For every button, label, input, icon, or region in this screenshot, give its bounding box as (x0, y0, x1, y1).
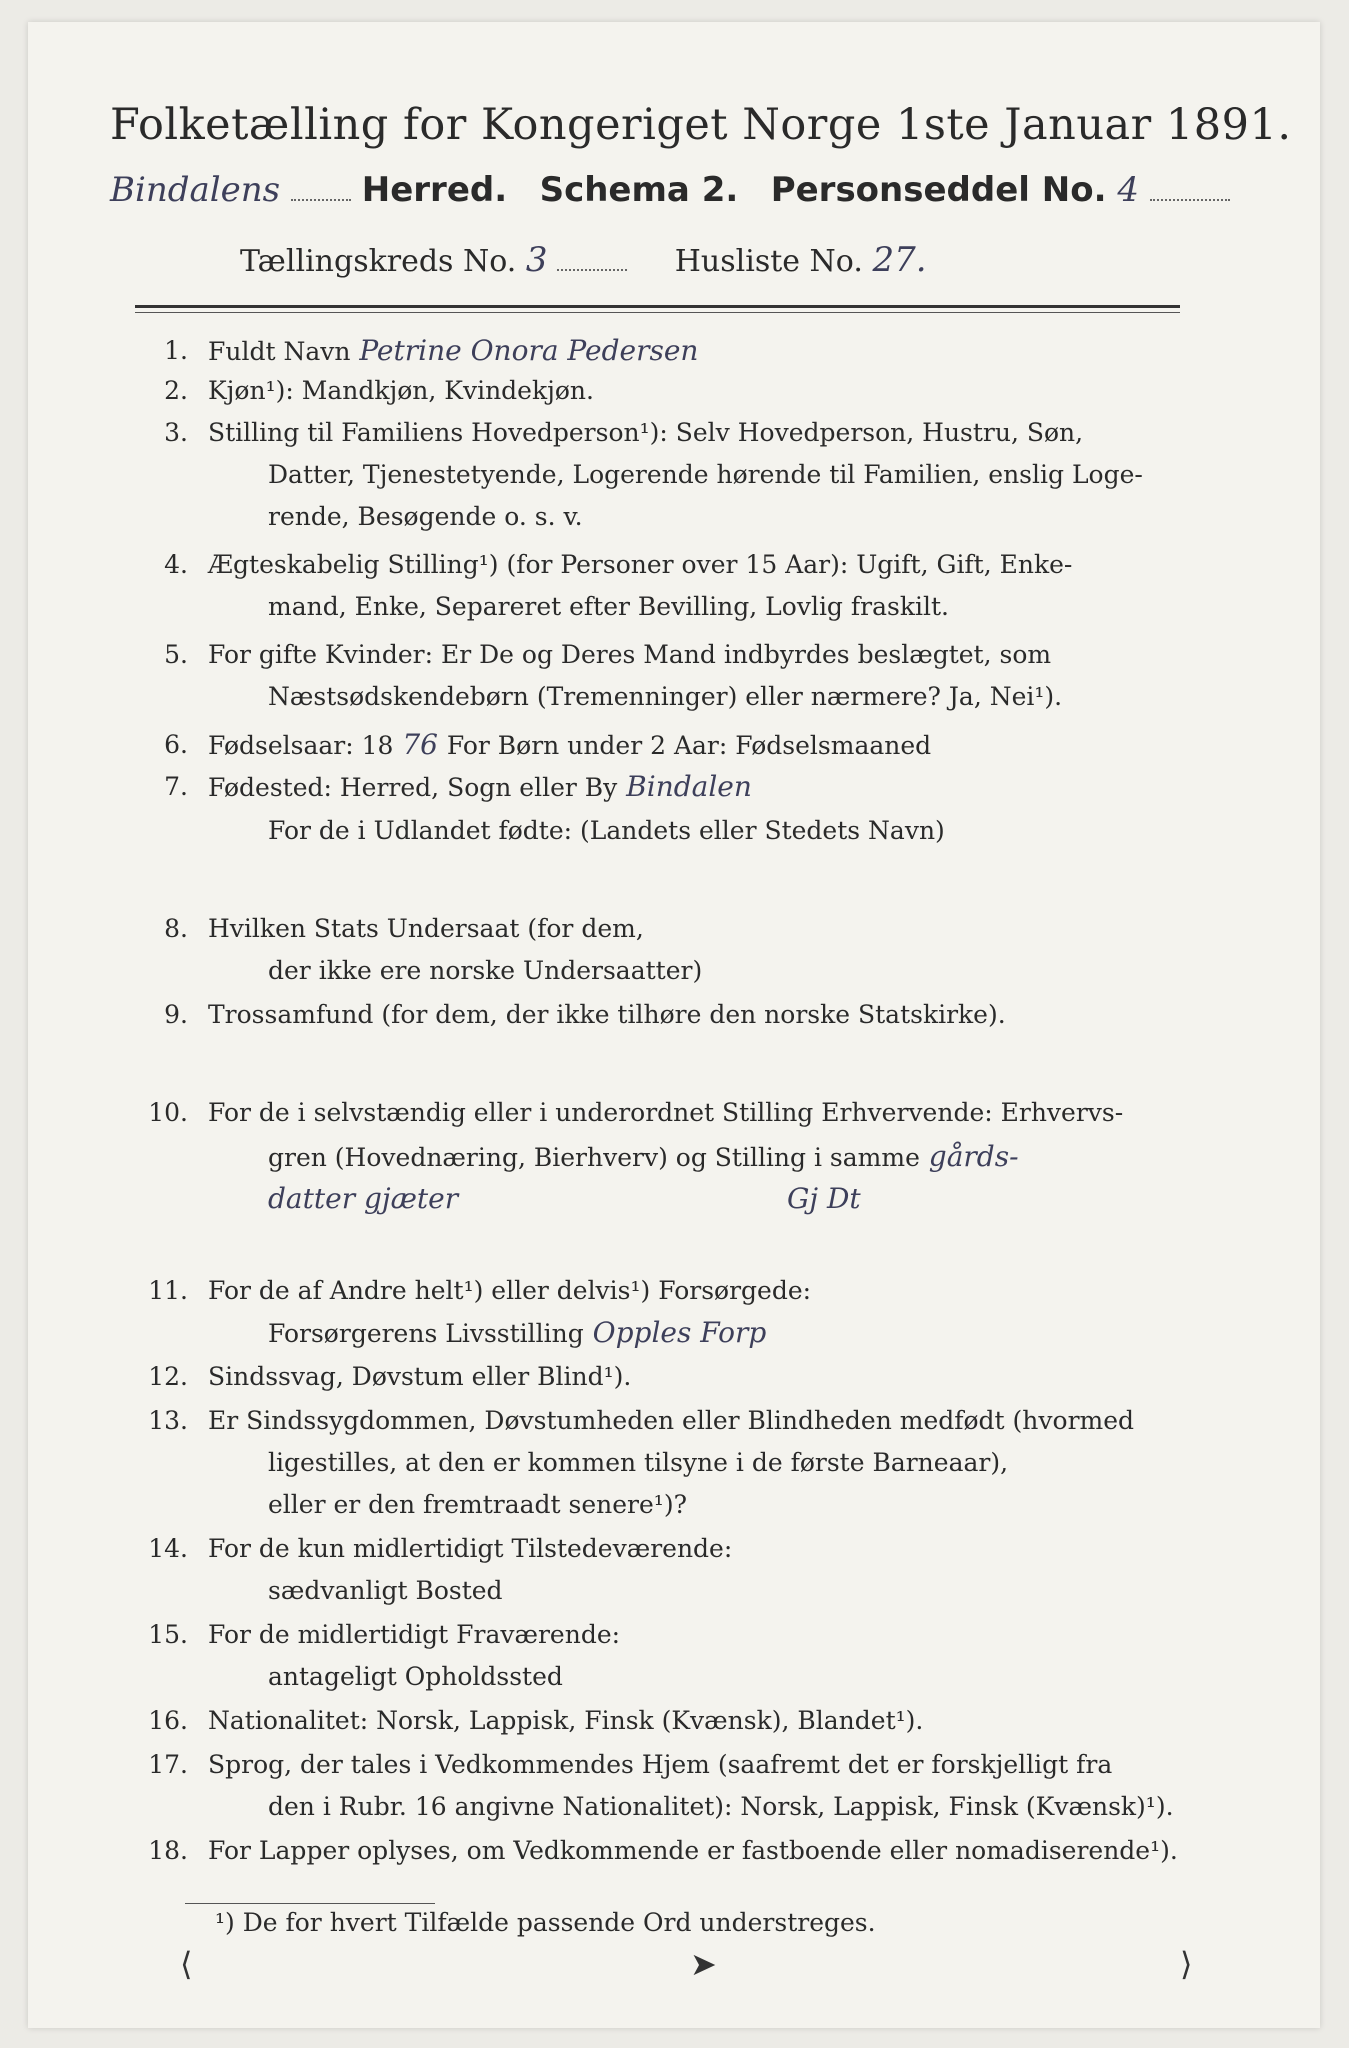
handwritten-entry: 76 (393, 728, 447, 761)
row-number: 2. (164, 376, 188, 405)
handwritten-entry: Opples Forp (583, 1316, 767, 1349)
handwritten-entry: Gj Dt (787, 1182, 861, 1215)
tick-mark-icon: ⟨ (180, 1945, 193, 1983)
row-text: Kjøn¹): Mandkjøn, Kvindekjøn. (208, 376, 594, 405)
row-text: For Lapper oplyses, om Vedkommende er fastboende eller nomadiserende¹). (208, 1836, 1178, 1865)
row-text: sædvanligt Bosted (268, 1576, 503, 1605)
row-text (268, 1178, 861, 1220)
handwritten-entry: datter gjæter (268, 1182, 468, 1215)
row-text: antageligt Opholdssted (268, 1662, 563, 1691)
row-text: Forsørgerens Livsstilling Opples Forp (268, 1316, 767, 1349)
row-text: Fuldt Navn Petrine Onora Pedersen (208, 334, 699, 367)
row-text: gren (Hovednæring, Bierhverv) og Stilling i samme gårds- (268, 1140, 1019, 1173)
row-text: For de i selvstændig eller i underordnet Stilling Erhvervende: Erhvervs- (208, 1098, 1124, 1127)
row-number: 3. (164, 418, 188, 447)
herred-handwritten: Bindalens (110, 170, 281, 210)
husliste-handwritten: 27. (872, 240, 927, 280)
row-number: 15. (148, 1620, 188, 1649)
row-text: ligestilles, at den er kommen tilsyne i de første Barneaar), (268, 1448, 1009, 1477)
row-text: Nationalitet: Norsk, Lappisk, Finsk (Kvænsk), Blandet¹). (208, 1706, 924, 1735)
schema-label: Schema 2. (539, 170, 739, 210)
kreds-handwritten: 3 (525, 240, 548, 280)
row-number: 8. (164, 914, 188, 943)
tick-mark-icon: ⟩ (1180, 1945, 1193, 1983)
row-number: 7. (164, 772, 188, 801)
row-text-secondary: For Børn under 2 Aar: Fødselsmaaned (446, 731, 932, 760)
kreds-label: Tællingskreds No. (240, 244, 517, 279)
row-text: eller er den fremtraadt senere¹)? (268, 1490, 687, 1519)
row-text: Sprog, der tales i Vedkommendes Hjem (saafremt det er forskjelligt fra (208, 1750, 1113, 1779)
tick-mark-icon: ➤ (690, 1945, 717, 1983)
row-number: 16. (148, 1706, 188, 1735)
header-line-1 (110, 170, 1190, 230)
footnote-rule (185, 1903, 435, 1904)
row-text: For gifte Kvinder: Er De og Deres Mand indbyrdes beslægtet, som (208, 640, 1052, 669)
row-number: 14. (148, 1534, 188, 1563)
row-text: For de i Udlandet fødte: (Landets eller Stedets Navn) (268, 816, 945, 845)
row-number: 13. (148, 1406, 188, 1435)
row-number: 17. (148, 1750, 188, 1779)
dotted-leader (1150, 177, 1230, 201)
row-text: For de af Andre helt¹) eller delvis¹) Forsørgede: (208, 1276, 812, 1305)
row-text: Er Sindssygdommen, Døvstumheden eller Blindheden medfødt (hvormed (208, 1406, 1135, 1435)
row-text: rende, Besøgende o. s. v. (268, 502, 583, 531)
row-number: 11. (148, 1276, 188, 1305)
row-number: 18. (148, 1836, 188, 1865)
row-number: 5. (164, 640, 188, 669)
husliste-label: Husliste No. (674, 244, 863, 279)
row-text: Sindssvag, Døvstum eller Blind¹). (208, 1362, 632, 1391)
handwritten-entry: gårds- (919, 1140, 1019, 1173)
row-number: 4. (164, 550, 188, 579)
row-text: For de midlertidigt Fraværende: (208, 1620, 621, 1649)
row-text: den i Rubr. 16 angivne Nationalitet): Norsk, Lappisk, Finsk (Kvænsk)¹). (268, 1792, 1174, 1821)
header-line-2 (240, 240, 927, 280)
form-title: Folketælling for Kongeriget Norge 1ste Januar 1891. (110, 100, 1292, 150)
row-text: Hvilken Stats Undersaat (for dem, (208, 914, 644, 943)
row-number: 1. (164, 336, 188, 365)
row-text: Stilling til Familiens Hovedperson¹): Selv Hovedperson, Hustru, Søn, (208, 418, 1084, 447)
row-text: Trossamfund (for dem, der ikke tilhøre den norske Statskirke). (208, 1000, 1006, 1029)
row-number: 6. (164, 730, 188, 759)
row-text: der ikke ere norske Undersaatter) (268, 956, 703, 985)
handwritten-entry: Bindalen (617, 770, 752, 803)
herred-label: Herred. (361, 170, 508, 210)
row-text: Ægteskabelig Stilling¹) (for Personer over 15 Aar): Ugift, Gift, Enke- (208, 550, 1073, 579)
row-text: For de kun midlertidigt Tilstedeværende: (208, 1534, 733, 1563)
row-number: 12. (148, 1362, 188, 1391)
personseddel-label: Personseddel No. (770, 170, 1107, 210)
handwritten-entry: Petrine Onora Pedersen (350, 334, 699, 367)
dotted-leader (557, 247, 627, 271)
personseddel-handwritten: 4 (1117, 170, 1139, 210)
footnote: ¹) De for hvert Tilfælde passende Ord understreges. (215, 1908, 876, 1937)
row-text: Næstsødskendebørn (Tremenninger) eller nærmere? Ja, Nei¹). (268, 682, 1063, 711)
header-rule (135, 305, 1180, 308)
row-text: Datter, Tjenestetyende, Logerende hørende til Familien, enslig Loge- (268, 460, 1143, 489)
dotted-leader (291, 177, 351, 201)
row-text: mand, Enke, Separeret efter Bevilling, Lovlig fraskilt. (268, 592, 949, 621)
row-text: Fødested: Herred, Sogn eller By Bindalen (208, 770, 752, 803)
row-number: 9. (164, 1000, 188, 1029)
header-rule-thin (135, 312, 1180, 313)
row-text: Fødselsaar: 18 76 For Børn under 2 Aar: Fødselsmaaned (208, 728, 932, 761)
row-number: 10. (148, 1098, 188, 1127)
